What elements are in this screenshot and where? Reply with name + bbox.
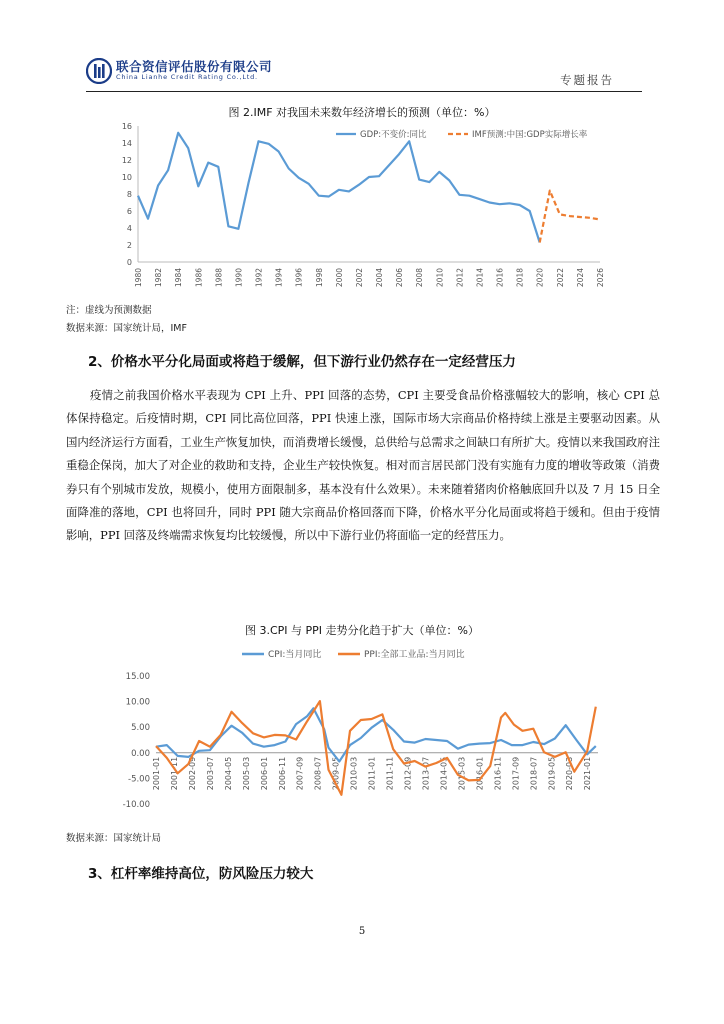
- x-tick-label: 1988: [214, 268, 224, 288]
- x-tick-label: 2004: [375, 268, 385, 288]
- figure2-chart: [104, 118, 618, 298]
- legend-label-cpi: CPI:当月同比: [268, 650, 322, 660]
- x-tick-label: 1980: [134, 268, 143, 288]
- y-tick-label: 16: [121, 122, 132, 131]
- y-tick-label: 15.00: [125, 672, 150, 682]
- figure3-chart: [92, 640, 612, 825]
- figure3-source: 数据来源：国家统计局: [66, 833, 162, 844]
- x-tick-label: 1998: [314, 268, 324, 288]
- x-tick-label: 2026: [596, 268, 605, 288]
- section2-paragraph: 疫情之前我国价格水平表现为 CPI 上升、PPI 回落的态势，CPI 主要受食品价格涨幅较大的影响，核心 CPI 总体保持稳定。后疫情时期，CPI 同比高位回落，PPI 快速上涨，国际市场大宗商品价格持续上涨是主要驱动因素。从国内经济运行方面看，工业生产恢复加快，而消费增长缓慢，总供给与总需求之间缺口有所扩大。疫情以来我国政府注重稳企保岗，加大了对企业的救助和支持，企业生产较快恢复。相对而言居民部门没有实施有力度的增收等政策（消费券只有个别城市发放，规模小，使用方面限制多，基本没有什么效果）。未来随着猪肉价格触底回升以及 7 月 15 日全面降准的落地，CPI 也将回升，同时 PPI 随大宗商品价格回落而下降，价格水平分化局面或将趋于缓和。但由于疫情影响，PPI 回落及终端需求恢复均比较缓慢，所以中下游行业仍将面临一定的经营压力。: [66, 388, 660, 543]
- y-tick-label: 8: [126, 190, 132, 199]
- figure2-source: 数据来源：国家统计局，IMF: [66, 323, 187, 334]
- x-tick-label: 2014-05: [439, 756, 449, 791]
- x-tick-label: 2017-09: [511, 756, 521, 791]
- x-tick-label: 2011-01: [367, 756, 377, 791]
- x-tick-label: 1986: [194, 268, 204, 288]
- x-tick-label: 2003-07: [205, 756, 215, 791]
- company-name-cn: 联合资信评估股份有限公司: [116, 59, 273, 74]
- x-tick-label: 1994: [274, 268, 284, 288]
- imf-forecast-series-line: [540, 191, 600, 243]
- x-tick-label: 2019-05: [547, 756, 557, 791]
- page-number: 5: [358, 926, 366, 937]
- x-tick-label: 1984: [174, 268, 184, 288]
- x-tick-label: 2001-11: [169, 756, 179, 791]
- section2-heading: 2、价格水平分化局面或将趋于缓解，但下游行业仍然存在一定经营压力: [88, 354, 516, 370]
- x-tick-label: 2008: [415, 268, 425, 288]
- x-tick-label: 2008-07: [313, 756, 323, 791]
- legend-label-ppi: PPI:全部工业品:当月同比: [364, 650, 465, 660]
- x-tick-label: 2021-01: [583, 756, 593, 791]
- company-logo-icon: [86, 58, 112, 84]
- x-tick-label: 2010-03: [349, 756, 359, 791]
- y-tick-label: 6: [126, 207, 132, 216]
- y-tick-label: 4: [126, 224, 132, 233]
- x-tick-label: 2006-01: [259, 756, 269, 791]
- report-type: 专题报告: [560, 73, 614, 87]
- x-tick-label: 2012: [455, 268, 465, 288]
- x-tick-label: 2001-01: [152, 756, 161, 791]
- x-tick-label: 2016: [495, 268, 505, 288]
- x-tick-label: 2000: [334, 268, 344, 288]
- y-tick-label: 14: [121, 139, 132, 148]
- x-tick-label: 2020: [535, 268, 545, 288]
- x-tick-label: 2009-05: [331, 756, 341, 791]
- x-tick-label: 2012-09: [403, 756, 413, 791]
- x-tick-label: 2016-11: [493, 756, 503, 791]
- figure3-title: 图 3.CPI 与 PPI 走势分化趋于扩大（单位：%）: [244, 624, 479, 637]
- x-tick-label: 2022: [555, 268, 565, 288]
- section3-heading: 3、杠杆率维持高位，防风险压力较大: [88, 866, 314, 882]
- x-tick-label: 2006: [395, 268, 405, 288]
- x-tick-label: 2016-01: [475, 756, 485, 791]
- y-tick-label: 12: [121, 156, 132, 165]
- x-tick-label: 2002-09: [187, 756, 197, 791]
- x-tick-label: 2005-03: [241, 756, 251, 791]
- x-tick-label: 2006-11: [277, 756, 287, 791]
- x-tick-label: 2020-03: [565, 756, 575, 791]
- y-tick-label: 0.00: [131, 748, 150, 759]
- x-tick-label: 2007-09: [295, 756, 305, 791]
- y-tick-label: 10: [121, 173, 132, 182]
- x-tick-label: 1996: [294, 268, 304, 288]
- y-tick-label: 5.00: [131, 723, 150, 734]
- header-divider: [86, 91, 642, 92]
- x-tick-label: 1992: [254, 268, 264, 288]
- y-tick-label: 10.00: [125, 697, 150, 708]
- y-tick-label: 0: [126, 258, 132, 267]
- x-tick-label: 2011-11: [385, 756, 395, 791]
- figure2-note: 注：虚线为预测数据: [66, 305, 152, 316]
- legend-label-gdp: GDP:不变价:同比: [360, 130, 427, 140]
- x-tick-label: 2014: [475, 268, 485, 288]
- gdp-actual-series-line: [138, 133, 540, 243]
- x-tick-label: 2018: [515, 268, 525, 288]
- legend-label-imf: IMF预测:中国:GDP实际增长率: [472, 130, 588, 140]
- x-tick-label: 2013-07: [421, 756, 431, 791]
- x-tick-label: 2010: [435, 268, 445, 288]
- x-tick-label: 2018-07: [529, 756, 539, 791]
- x-tick-label: 2002: [354, 268, 364, 288]
- x-tick-label: 1982: [154, 268, 164, 288]
- y-tick-label: -5.00: [128, 774, 150, 785]
- figure2-title: 图 2.IMF 对我国未来数年经济增长的预测（单位：%）: [228, 106, 496, 119]
- x-tick-label: 2015-03: [457, 756, 467, 791]
- company-name-en: China Lianhe Credit Rating Co.,Ltd.: [116, 73, 258, 81]
- x-tick-label: 2024: [575, 268, 585, 288]
- x-tick-label: 1990: [234, 268, 244, 288]
- y-tick-label: 2: [126, 241, 132, 250]
- x-tick-label: 2004-05: [223, 756, 233, 791]
- y-tick-label: -10.00: [122, 800, 150, 810]
